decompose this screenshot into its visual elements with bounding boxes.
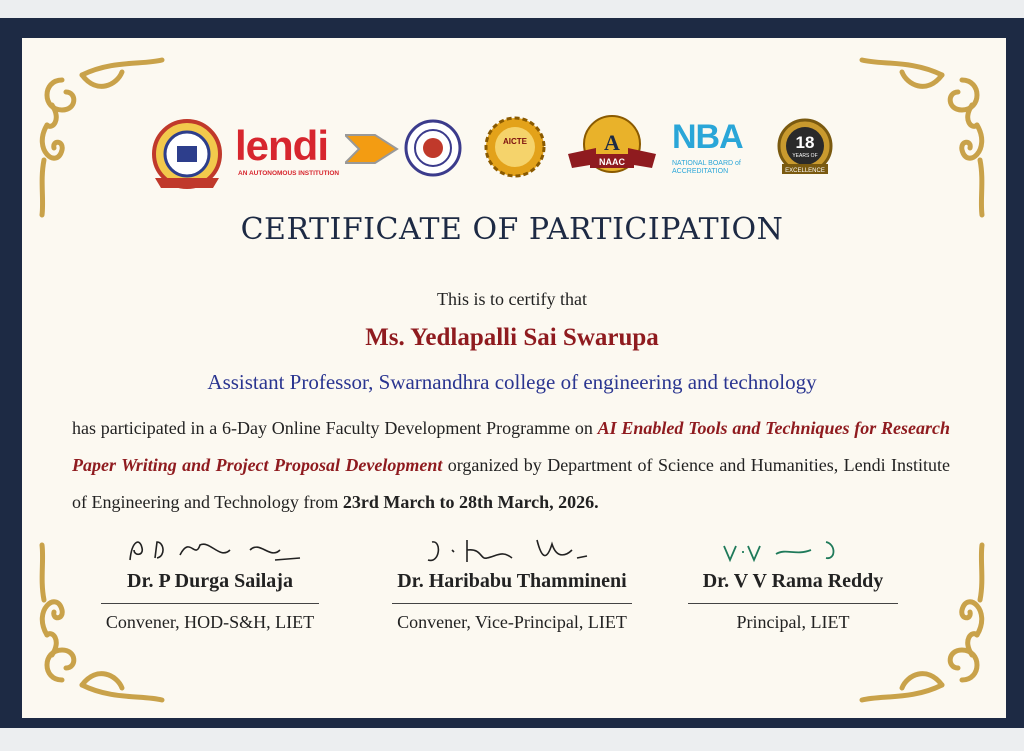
- lendi-subtitle: AN AUTONOMOUS INSTITUTION: [238, 170, 340, 177]
- naac-logo: [566, 114, 658, 180]
- corner-ornament-icon: [852, 50, 1002, 220]
- signatory-block: [686, 530, 900, 633]
- signature-line: [392, 603, 632, 604]
- programme-dates: 23rd March to 28th March, 2026.: [342, 492, 599, 512]
- certificate-body: [72, 410, 950, 521]
- nba-subtitle: NATIONAL BOARD of ACCREDITATION: [672, 160, 741, 175]
- signatory-block: [100, 530, 320, 633]
- university-seal-logo: [402, 118, 464, 184]
- nba-wordmark: NBA: [672, 118, 743, 156]
- signatory-block: [372, 530, 652, 633]
- aicte-label: AICTE: [503, 137, 527, 146]
- signature-line: [688, 603, 898, 604]
- signature-image: [100, 530, 320, 570]
- years-label: YEARS OF: [792, 153, 818, 159]
- signatory-role: Convener, Vice-Principal, LIET: [397, 612, 627, 632]
- body-text-part1: has participated in a 6-Day Online Faculty Development Programme on: [72, 418, 598, 438]
- signature-line: [101, 603, 319, 604]
- excellence-label: EXCELLENCE: [785, 168, 825, 174]
- lendi-arrow-icon: [345, 130, 400, 168]
- lendi-wordmark: lendi: [235, 122, 329, 169]
- programme-topic: AI Enabled Tools and Techniques for Research Paper Writing and Project Proposal Development: [72, 418, 951, 475]
- lendi-seal-logo: [147, 118, 227, 194]
- signatory-name: Dr. V V Rama Reddy: [702, 570, 884, 592]
- signatory-role: Convener, HOD-S&H, LIET: [105, 612, 315, 632]
- recipient-designation: Assistant Professor, Swarnandhra college of engineering and technology: [207, 370, 817, 394]
- naac-label: NAAC: [599, 157, 625, 167]
- signatory-name: Dr. P Durga Sailaja: [127, 570, 293, 592]
- certificate-title: CERTIFICATE OF PARTICIPATION: [240, 212, 784, 247]
- signatory-name: Dr. Haribabu Thammineni: [397, 570, 627, 592]
- signature-image: [372, 530, 652, 570]
- body-text-part2: organized by Department of Science and Humanities, Lendi Institute of Engineering and Technology from: [72, 455, 950, 512]
- certify-line: This is to certify that: [437, 289, 587, 309]
- years-number: 18: [795, 133, 815, 152]
- signature-image: [686, 530, 900, 570]
- naac-grade: A: [604, 130, 620, 155]
- signatory-role: Principal, LIET: [736, 612, 850, 632]
- years-excellence-badge: [772, 118, 838, 180]
- recipient-name: Ms. Yedlapalli Sai Swarupa: [365, 324, 659, 351]
- aicte-logo: [484, 116, 546, 178]
